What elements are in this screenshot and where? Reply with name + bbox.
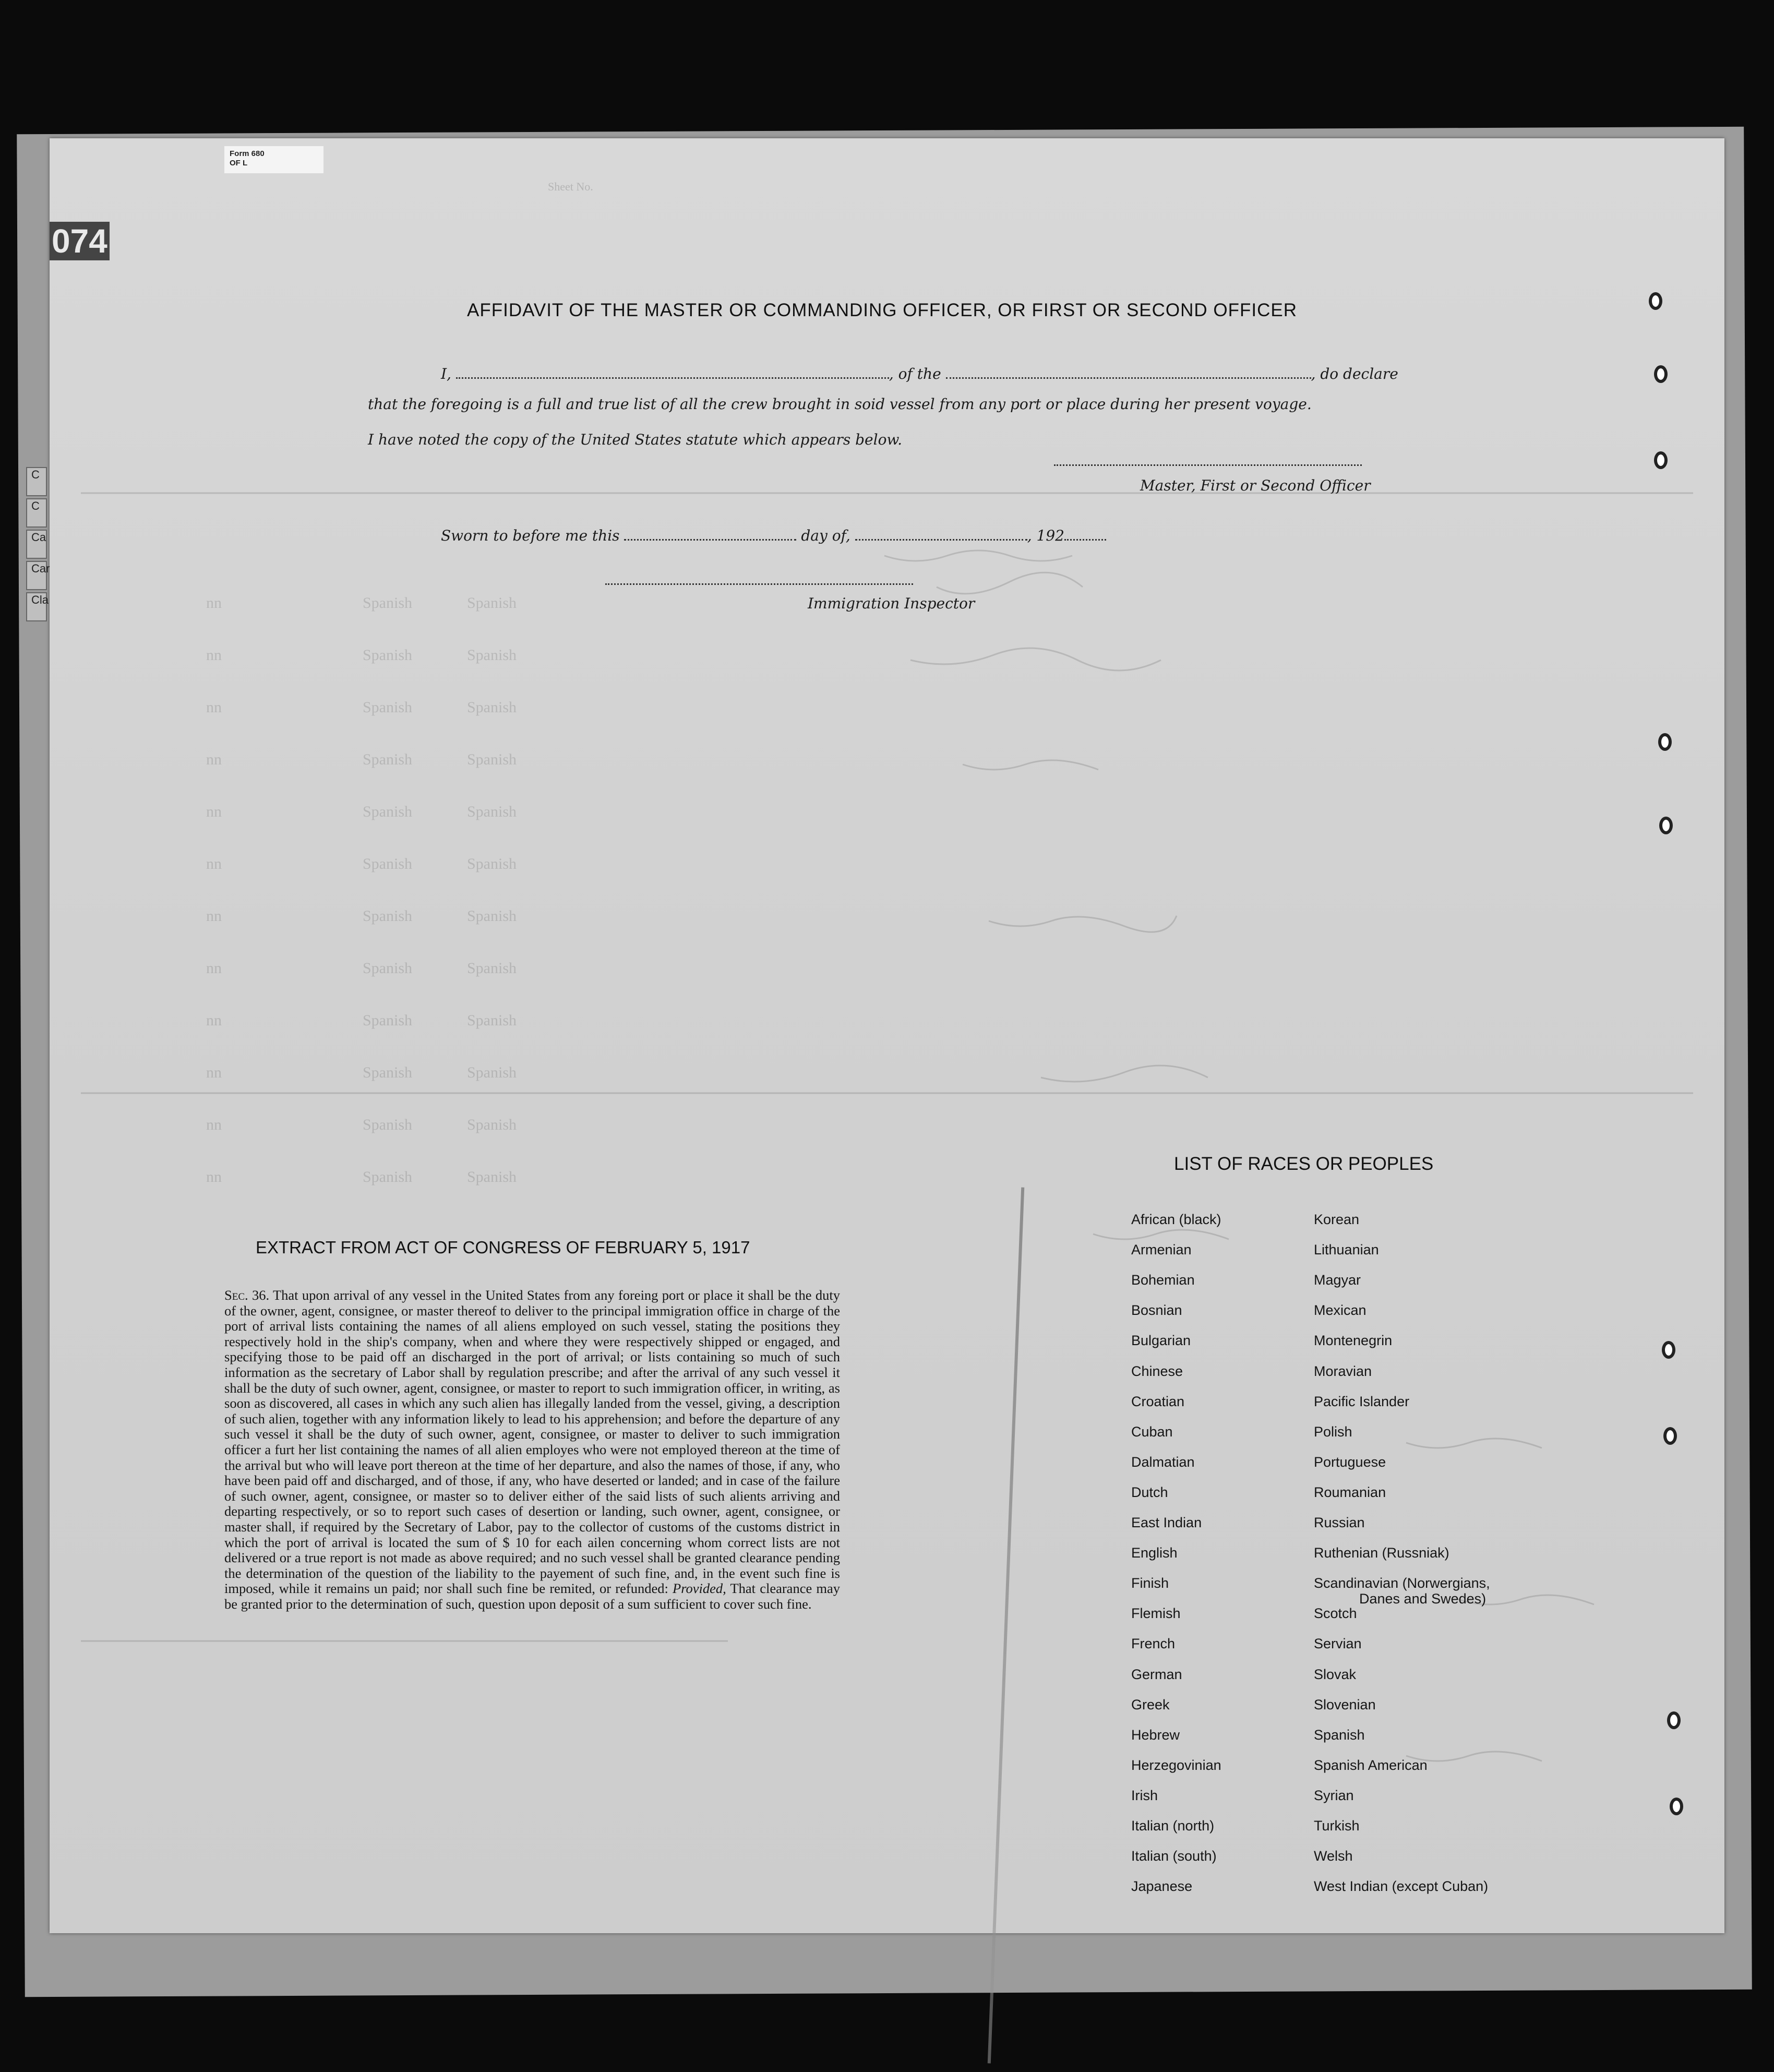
race-right-item: West Indian (except Cuban) — [1314, 1878, 1489, 1895]
svg-text:Spanish: Spanish — [363, 803, 413, 820]
race-right-item: Slovenian — [1314, 1696, 1376, 1712]
master-signature-line — [1054, 464, 1362, 466]
race-right-item: Servian — [1314, 1636, 1362, 1652]
race-right-item: Mexican — [1314, 1302, 1367, 1319]
race-left-item: Flemish — [1131, 1606, 1181, 1622]
sworn-year: , 192 — [1027, 527, 1064, 544]
race-right-item: Spanish American — [1314, 1757, 1428, 1773]
race-right-item: Pacific Islander — [1314, 1393, 1410, 1409]
svg-text:nn: nn — [206, 646, 222, 664]
affidavit-line-declare — [441, 365, 1398, 382]
svg-text:nn: nn — [206, 699, 222, 716]
race-right-item: Slovak — [1314, 1666, 1357, 1682]
svg-text:nn: nn — [206, 855, 222, 872]
sworn-prefix: Sworn to before me this — [441, 527, 620, 544]
svg-text:Spanish: Spanish — [363, 1012, 413, 1029]
race-left-item: French — [1131, 1636, 1176, 1652]
races-title: LIST OF RACES OR PEOPLES — [1174, 1154, 1434, 1174]
svg-text:nn: nn — [206, 1168, 222, 1185]
race-left-item: Herzegovinian — [1131, 1757, 1221, 1773]
race-left-item: Croatian — [1131, 1393, 1185, 1409]
race-left-item: Italian (north) — [1131, 1818, 1215, 1834]
svg-text:nn: nn — [206, 751, 222, 768]
sheet-number-label: Sheet No. — [548, 180, 593, 193]
punch-hole — [1654, 365, 1668, 383]
race-left-item: Dalmatian — [1131, 1454, 1195, 1470]
svg-text:Spanish: Spanish — [467, 1012, 517, 1029]
svg-text:Spanish: Spanish — [363, 1168, 413, 1185]
edge-tab: Ca — [26, 530, 47, 559]
punch-hole — [1662, 1341, 1675, 1359]
month-blank — [855, 539, 1027, 541]
svg-text:Spanish: Spanish — [363, 646, 413, 664]
svg-text:Spanish: Spanish — [363, 960, 413, 977]
punch-hole — [1667, 1711, 1681, 1729]
race-right-item: Spanish — [1314, 1727, 1365, 1743]
edge-tab: C — [26, 467, 47, 496]
svg-text:Spanish: Spanish — [467, 1116, 517, 1133]
extract-provided: Provided, — [673, 1580, 726, 1597]
sworn-line — [441, 527, 1106, 544]
race-right-continuation: Danes and Swedes) — [1359, 1591, 1487, 1607]
svg-text:Spanish: Spanish — [467, 1064, 517, 1081]
race-right-item: Magyar — [1314, 1272, 1361, 1288]
svg-text:nn: nn — [206, 1064, 222, 1081]
extract-title: EXTRACT FROM ACT OF CONGRESS OF FEBRUARY 5, 1917 — [256, 1238, 750, 1257]
svg-text:nn: nn — [206, 803, 222, 820]
race-right-item: Russian — [1314, 1515, 1365, 1530]
race-left-item: Bulgarian — [1131, 1333, 1191, 1349]
extract-body — [224, 1288, 840, 1612]
svg-text:Spanish: Spanish — [467, 855, 517, 872]
form-stamp — [224, 146, 323, 173]
race-left-item: Japanese — [1131, 1878, 1193, 1895]
affidavit-line-foregoing: that the foregoing is a full and true list of all the crew brought in soid vessel from any port or place during her present voyage. — [368, 396, 1312, 413]
edge-tab: Cla — [26, 592, 47, 621]
svg-text:Spanish: Spanish — [467, 699, 517, 716]
inspector-signature-line — [605, 583, 913, 585]
race-left-item: Dutch — [1131, 1484, 1168, 1500]
svg-text:nn: nn — [206, 907, 222, 925]
svg-text:Spanish: Spanish — [363, 699, 413, 716]
punch-hole — [1649, 292, 1662, 310]
day-blank — [624, 539, 796, 541]
punch-hole — [1654, 451, 1668, 469]
svg-text:Spanish: Spanish — [467, 594, 517, 612]
edge-tab: C — [26, 498, 47, 528]
form-stamp-number: Form 680 — [230, 149, 265, 158]
serial-number: 074 — [50, 222, 110, 260]
race-left-item: Greek — [1131, 1696, 1170, 1712]
extract-text-part1: That upon arrival of any vessel in the United States from any foreing port or place it shall be the duty of the owner, agent, consignee, or master thereof to deliver to the principal immigration office in charge of the port of arrival lists containing the names of all aliens employed on such vessel, stating the positions they respectively hold in the ship's company, when and where they were respectively shipped or engaged, and specifying those to be paid off an discharged in the port of arrival; or lists containing so much of such information as the secretary of Labor shall by regulation prescribe; and after the arrival of any such vessel it shall be the duty of such owner, agent, consignee, or master to report to such immigration officer, in writing, as soon as discovered, all cases in which any such alien has illegally landed from the vessel, giving, a description of such alien, together with any information likely to lead to his apprehension; and before the departure of any such vessel it shall be the duty of such owner, agent, consignee, or master to deliver to such immigration officer a furt her list containing the names of all alien employes who were not employed thereon at the time of the arrival but who will leave port thereon at the time of her departure, and also the names of those, if any, who have been paid off and discharged, and of those, if any, who have deserted or landed; and in case of the failure of such owner, agent, consignee, or master so to deliver either of the said lists of such alients arriving and departing respectively, or so to report such cases of desertion or landing, such owner, agent, consignee, or master shall, if required by the Secretary of Labor, pay to the collector of customs of the customs district in which the port of arrival is located the sum of $ 10 for each ailen concerning whom correct lists are not delivered or a true report is not made as above required; and no such vessel shall be granted clearance pending the determination of the question of the liability to the payement of such fine, and, in the event such fine is imposed, while it remains un paid; nor shall such fine be remited, or refunded: — [224, 1287, 840, 1597]
affidavit-title: AFFIDAVIT OF THE MASTER OR COMMANDING OFFICER, OR FIRST OR SECOND OFFICER — [467, 300, 1298, 320]
inspector-signature-label: Immigration Inspector — [808, 595, 975, 612]
punch-hole — [1658, 733, 1672, 751]
svg-text:Spanish: Spanish — [363, 907, 413, 925]
race-right-item: Montenegrin — [1314, 1333, 1393, 1349]
race-left-item: Italian (south) — [1131, 1848, 1217, 1864]
race-left-item: Bosnian — [1131, 1302, 1182, 1319]
race-left-item: German — [1131, 1666, 1182, 1682]
race-right-item: Polish — [1314, 1423, 1352, 1440]
svg-text:nn: nn — [206, 1116, 222, 1133]
race-left-item: Bohemian — [1131, 1272, 1195, 1288]
race-right-item: Scotch — [1314, 1606, 1357, 1622]
affidavit-do-declare: , do declare — [1311, 365, 1398, 382]
punch-hole — [1659, 817, 1673, 834]
race-right-item: Lithuanian — [1314, 1242, 1379, 1258]
svg-text:nn: nn — [206, 960, 222, 977]
race-left-item: Finish — [1131, 1575, 1169, 1591]
race-right-item: Portuguese — [1314, 1454, 1386, 1470]
svg-text:Spanish: Spanish — [467, 646, 517, 664]
svg-text:Spanish: Spanish — [467, 960, 517, 977]
race-right-item: Moravian — [1314, 1363, 1372, 1379]
svg-text:Spanish: Spanish — [467, 803, 517, 820]
race-left-item: Chinese — [1131, 1363, 1183, 1379]
vessel-blank — [946, 377, 1311, 379]
race-left-item: East Indian — [1131, 1515, 1202, 1530]
race-right-item: Roumanian — [1314, 1484, 1386, 1500]
edge-tab: Car — [26, 561, 47, 590]
svg-text:nn: nn — [206, 594, 222, 612]
race-left-item: Hebrew — [1131, 1727, 1180, 1743]
punch-hole — [1663, 1427, 1677, 1445]
section-label: Sec. 36. — [224, 1287, 270, 1303]
race-right-item: Syrian — [1314, 1787, 1354, 1803]
svg-text:Spanish: Spanish — [467, 751, 517, 768]
svg-text:Spanish: Spanish — [363, 751, 413, 768]
race-right-item: Scandinavian (Norwergians, — [1314, 1575, 1490, 1591]
master-signature-label: Master, First or Second Officer — [1140, 477, 1371, 494]
race-left-item: English — [1131, 1545, 1178, 1561]
form-stamp-sub: OF L — [230, 159, 248, 167]
race-right-item: Ruthenian (Russniak) — [1314, 1545, 1449, 1561]
svg-text:Spanish: Spanish — [467, 907, 517, 925]
race-left-item: Cuban — [1131, 1423, 1173, 1440]
race-right-item: Korean — [1314, 1212, 1360, 1227]
year-blank — [1064, 539, 1106, 541]
svg-text:Spanish: Spanish — [363, 1064, 413, 1081]
affidavit-of-the: , of the — [889, 365, 941, 382]
svg-text:Spanish: Spanish — [467, 1168, 517, 1185]
race-left-item: Irish — [1131, 1787, 1158, 1803]
race-left-item: Armenian — [1131, 1242, 1192, 1258]
affidavit-line-statute: I have noted the copy of the United States statute which appears below. — [368, 431, 902, 448]
sworn-day-of: day of, — [801, 527, 850, 544]
extract-text-part2: That clearance may be granted prior to the determination of such, question upon deposit of a sum sufficient to cover such fine. — [224, 1580, 841, 1612]
race-right-item: Turkish — [1314, 1818, 1360, 1834]
punch-hole — [1670, 1798, 1683, 1815]
name-blank — [456, 377, 889, 379]
svg-text:Spanish: Spanish — [363, 1116, 413, 1133]
svg-text:Spanish: Spanish — [363, 855, 413, 872]
svg-text:nn: nn — [206, 1012, 222, 1029]
race-left-item: African (black) — [1131, 1212, 1221, 1227]
svg-text:Spanish: Spanish — [363, 594, 413, 612]
race-right-item: Welsh — [1314, 1848, 1353, 1864]
affidavit-i: I, — [441, 365, 451, 382]
